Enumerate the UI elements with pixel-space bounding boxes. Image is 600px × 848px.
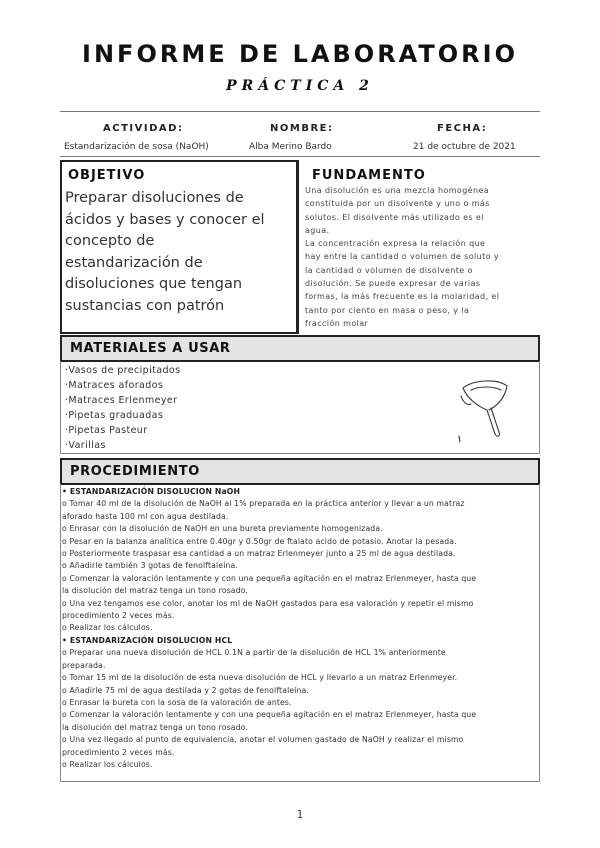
- fundamento-line: solutos. El disolvente más utilizado es el: [305, 212, 484, 222]
- activity-label: ACTIVIDAD:: [103, 123, 184, 134]
- fundamento-title: FUNDAMENTO: [312, 168, 426, 183]
- page-number: 1: [296, 808, 304, 821]
- procedure-line: preparada.: [62, 660, 106, 670]
- objetivo-line: ácidos y bases y conocer el: [65, 211, 265, 228]
- name-label: NOMBRE:: [270, 123, 334, 134]
- procedimiento-text: [62, 486, 538, 771]
- funnel-sketch-icon: [453, 374, 521, 446]
- procedure-line: o Enrasar con la disolución de NaOH en una bureta previamente homogenizada.: [62, 524, 383, 534]
- objetivo-line: disoluciones que tengan: [65, 276, 243, 292]
- fundamento-line: disolución. Se puede expresar de varias: [305, 279, 481, 289]
- procedure-line: o Realizar los cálculos.: [62, 759, 153, 769]
- procedure-line: procedimiento 2 veces más.: [62, 611, 175, 621]
- procedure-line: o Comenzar la valoración lentamente y con una pequeña agitación en el matraz Erlenmeyer, hasta que: [62, 710, 477, 720]
- fundamento-line: formas, la más frecuente es la molaridad, el: [305, 292, 500, 302]
- procedure-line: o Una vez tengamos ese color, anotar los ml de NaOH gastados para esa valoración y repetir el mismo: [62, 598, 474, 608]
- procedure-line: la disolución del matraz tenga un tono rosado.: [62, 586, 248, 596]
- procedure-line: o Posteriormente traspasar esa cantidad a un matraz Erlenmeyer junto a 25 ml de agua destilada.: [62, 549, 456, 559]
- procedure-line: procedimiento 2 veces más.: [62, 747, 175, 757]
- procedure-line: o Añadirle también 3 gotas de fenolftaleína.: [62, 561, 238, 571]
- procedure-line: o Tomar 40 ml de la disolución de NaOH al 1% preparada en la práctica anterior y llevar a un matraz: [62, 499, 465, 509]
- procedure-line: o Añadirle 75 ml de agua destilada y 2 gotas de fenolftaleína.: [62, 685, 309, 695]
- procedure-line: o Comenzar la valoración lentamente y con una pequeña agitación en el matraz Erlenmeyer, hasta que: [62, 573, 477, 583]
- fundamento-line: la cantidad o volumen de disolvente o: [305, 265, 473, 275]
- date-label: FECHA:: [437, 123, 488, 134]
- section-heading: • ESTANDARIZACIÓN DISOLUCION NaOH: [62, 487, 241, 496]
- procedure-line: o Preparar una nueva disolución de HCL 0.1N a partir de la disolución de HCL 1% anteriormente: [62, 648, 446, 658]
- procedure-line: o Pesar en la balanza analítica entre 0.40gr y 0.50gr de ftalato acido de potasio. Anotar la pesada.: [62, 536, 457, 546]
- materiales-header: MATERIALES A USAR: [60, 335, 540, 362]
- list-item: ·Pipetas graduadas: [65, 410, 164, 421]
- objetivo-line: sustancias con patrón: [65, 297, 225, 314]
- date-value: 21 de octubre de 2021: [413, 142, 516, 152]
- page-title: INFORME DE LABORATORIO: [82, 40, 518, 68]
- page-subtitle: PRÁCTICA 2: [226, 78, 374, 94]
- procedure-line: o Una vez llegado al punto de equivalencia, anotar el volumen gastado de NaOH y realizar el mismo: [62, 735, 464, 745]
- procedure-line: o Realizar los cálculos.: [62, 623, 153, 633]
- procedure-line: la disolución del matraz tenga un tono rosado.: [62, 722, 248, 732]
- fundamento-line: Una disolución es una mezcla homogénea: [305, 186, 490, 195]
- list-item: ·Varillas: [65, 440, 106, 451]
- section-heading: • ESTANDARIZACIÓN DISOLUCION HCL: [62, 635, 233, 645]
- fundamento-line: fracción molar: [305, 318, 369, 328]
- objetivo-line: concepto de: [65, 233, 155, 249]
- fundamento-line: constituida por un disolvente y uno o más: [305, 199, 490, 209]
- info-divider: [60, 156, 540, 157]
- procedure-line: o Enrasar la bureta con la sosa de la valoración de antes.: [62, 697, 292, 707]
- objetivo-text: [65, 188, 293, 317]
- fundamento-text: [305, 184, 535, 330]
- list-item: ·Matraces Erlenmeyer: [65, 395, 178, 406]
- fundamento-line: agua.: [305, 225, 330, 235]
- objetivo-title: OBJETIVO: [68, 168, 146, 183]
- list-item: ·Matraces aforados: [65, 380, 164, 391]
- activity-value: Estandarización de sosa (NaOH): [64, 142, 209, 152]
- procedure-line: o Tomar 15 ml de la disolución de esta nueva disolución de HCL y llevarlo a un matraz Erlenmeyer.: [62, 673, 458, 683]
- procedure-line: aforado hasta 100 ml con agua destilada.: [62, 511, 229, 521]
- objetivo-line: estandarización de: [65, 254, 203, 271]
- objetivo-line: Preparar disoluciones de: [65, 190, 244, 206]
- list-item: ·Vasos de precipitados: [65, 365, 181, 376]
- procedimiento-header: PROCEDIMIENTO: [60, 458, 540, 485]
- fundamento-line: hay entre la cantidad o volumen de soluto y: [305, 252, 500, 262]
- materiales-list: [65, 363, 180, 453]
- list-item: ·Pipetas Pasteur: [65, 425, 148, 436]
- name-value: Alba Merino Bardo: [249, 142, 332, 152]
- top-divider: [60, 111, 540, 112]
- fundamento-line: La concentración expresa la relación que: [305, 239, 486, 249]
- fundamento-line: tanto por ciento en masa o peso, y la: [305, 305, 470, 315]
